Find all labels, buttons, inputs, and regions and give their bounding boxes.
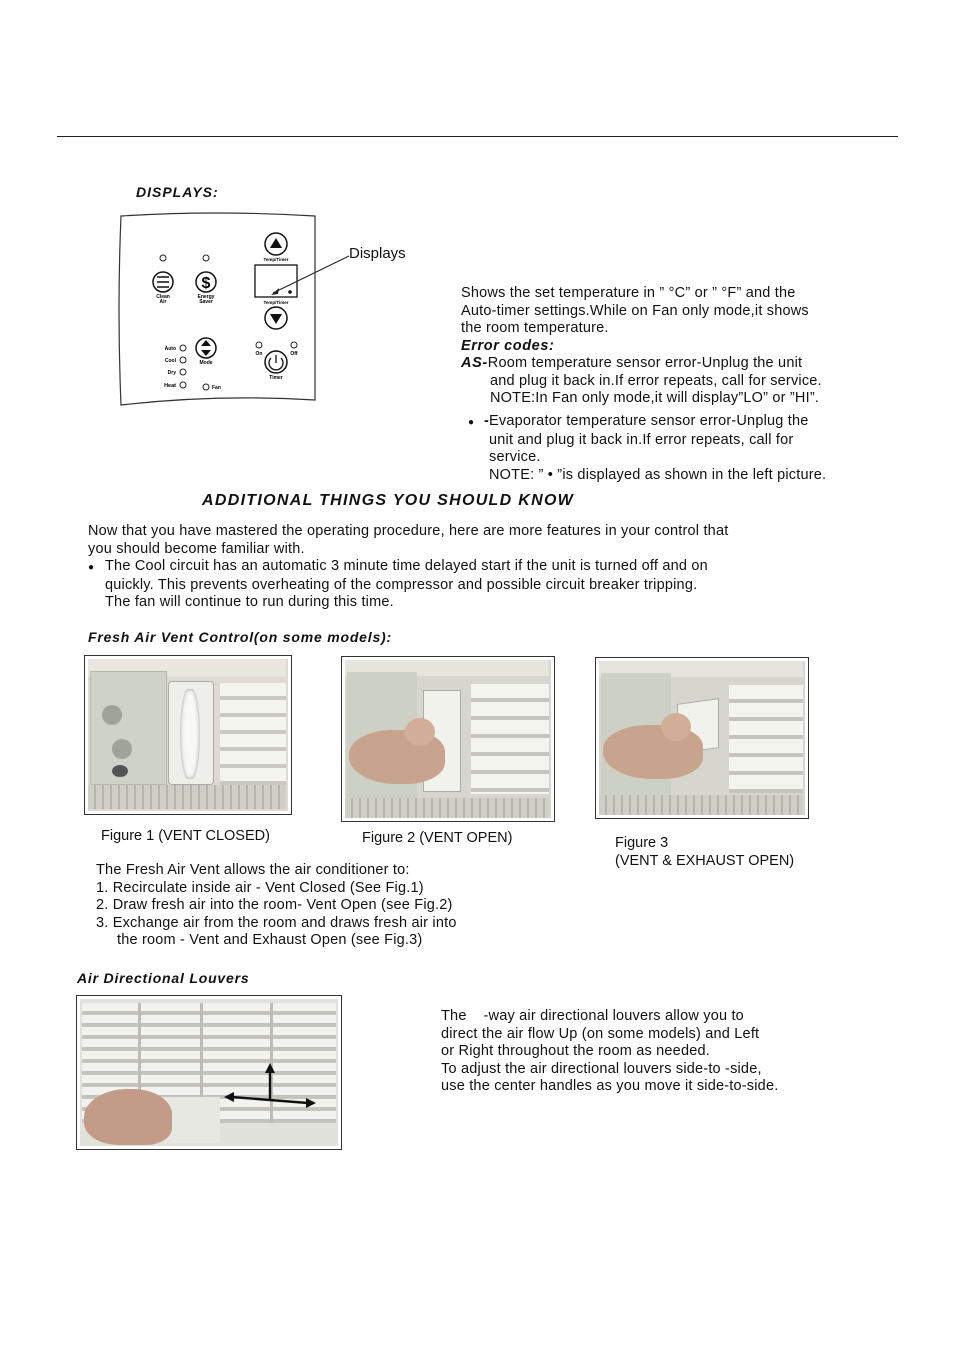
temp-up-button[interactable] bbox=[265, 233, 287, 255]
louvers-line: or Right throughout the room as needed. bbox=[441, 1043, 710, 1059]
as-error-line: Room temperature sensor error-Unplug the unit bbox=[487, 355, 803, 371]
dot-error-line: NOTE: ” • ”is displayed as shown in the left picture. bbox=[489, 466, 827, 483]
fresh-air-intro: The Fresh Air Vent allows the air conditioner to: bbox=[96, 862, 410, 878]
additional-body bbox=[88, 523, 728, 612]
timer-button[interactable] bbox=[265, 351, 287, 373]
as-error-line: NOTE:In Fan only mode,it will display”LO” or ”HI”. bbox=[490, 390, 820, 406]
error-codes-heading: Error codes: bbox=[461, 337, 555, 354]
mode-indicator-cool: Cool bbox=[164, 358, 176, 364]
dot-error-line: service. bbox=[489, 449, 541, 465]
temp-down-button[interactable] bbox=[265, 307, 287, 329]
temp-timer-up-label: Temp/Timer bbox=[263, 257, 289, 262]
energy-saver-button[interactable] bbox=[196, 272, 216, 292]
mode-button[interactable] bbox=[196, 338, 216, 358]
bullet-line: The fan will continue to run during this time. bbox=[105, 594, 394, 610]
louvers-heading: Air Directional Louvers bbox=[77, 970, 250, 986]
figure-3-caption-line: Figure 3 bbox=[615, 835, 669, 851]
bullet-line: quickly. This prevents overheating of the compressor and possible circuit breaker tripping. bbox=[105, 576, 698, 593]
additional-heading: ADDITIONAL THINGS YOU SHOULD KNOW bbox=[202, 492, 575, 509]
figure-2-caption: Figure 2 (VENT OPEN) bbox=[362, 830, 513, 846]
figure-2-photo bbox=[341, 656, 555, 822]
clean-air-label-2: Air bbox=[159, 299, 167, 305]
louvers-line: direct the air flow Up (on some models) and Left bbox=[441, 1025, 760, 1042]
fresh-air-list-item: 1. Recirculate inside air - Vent Closed (See Fig.1) bbox=[96, 879, 424, 896]
bullet-line: The Cool circuit has an automatic 3 minute time delayed start if the unit is turned off and on bbox=[105, 558, 708, 574]
intro-line: you should become familiar with. bbox=[88, 540, 305, 557]
dot-error-line: unit and plug it back in.If error repeats, call for bbox=[489, 431, 794, 448]
figure-3-caption bbox=[615, 835, 794, 870]
louvers-description bbox=[441, 1008, 778, 1096]
dot-error-line: Evaporator temperature sensor error-Unplug the bbox=[489, 413, 809, 429]
control-panel-diagram bbox=[107, 210, 317, 410]
louvers-line: use the center handles as you move it side-to-side. bbox=[441, 1078, 779, 1094]
mode-indicator-heat: Heat bbox=[164, 383, 176, 389]
control-panel-svg bbox=[107, 210, 317, 410]
timer-label: Timer bbox=[269, 375, 283, 381]
louvers-line: The -way air directional louvers allow you to bbox=[441, 1008, 744, 1024]
temp-timer-down-label: Temp/Timer bbox=[263, 300, 289, 305]
dot-error-bullet: ● bbox=[468, 417, 475, 428]
mode-label: Mode bbox=[199, 360, 213, 366]
direction-arrows-icon bbox=[220, 1061, 320, 1111]
displays-heading: DISPLAYS: bbox=[136, 184, 219, 200]
as-error-line: and plug it back in.If error repeats, call for service. bbox=[490, 372, 822, 389]
fresh-air-list-continuation: the room - Vent and Exhaust Open (see Fig.3) bbox=[117, 932, 423, 948]
bullet-dot: ● bbox=[88, 562, 95, 573]
figure-1-caption: Figure 1 (VENT CLOSED) bbox=[101, 828, 270, 844]
figure-3-caption-line: (VENT & EXHAUST OPEN) bbox=[615, 852, 795, 869]
intro-line: Now that you have mastered the operating procedure, here are more features in your control that bbox=[88, 523, 729, 539]
callout-leader-line bbox=[270, 255, 350, 300]
off-label: Off bbox=[290, 351, 298, 357]
displays-callout-label: Displays bbox=[349, 245, 406, 262]
on-label: On bbox=[255, 351, 263, 357]
displays-description bbox=[461, 285, 822, 408]
dot-error-entry bbox=[468, 413, 826, 484]
figure-1-photo bbox=[84, 655, 292, 815]
louvers-line: To adjust the air directional louvers side-to -side, bbox=[441, 1060, 762, 1077]
clean-air-label-1: Clean bbox=[156, 294, 170, 300]
dot-error-code: - bbox=[484, 413, 490, 429]
header-rule bbox=[57, 136, 898, 137]
mode-indicator-dry: Dry bbox=[167, 370, 176, 376]
clean-air-button[interactable] bbox=[153, 272, 173, 292]
description-line: the room temperature. bbox=[461, 320, 609, 336]
fresh-air-list-item: 3. Exchange air from the room and draws fresh air into bbox=[96, 914, 457, 931]
as-error-code: AS- bbox=[461, 355, 488, 371]
dollar-icon: $ bbox=[201, 275, 211, 292]
fan-indicator: Fan bbox=[212, 385, 221, 391]
fresh-air-heading: Fresh Air Vent Control(on some models): bbox=[88, 629, 392, 645]
description-line: Shows the set temperature in ” °C” or ” °F” and the bbox=[461, 285, 796, 301]
mode-indicator-auto: Auto bbox=[164, 346, 176, 352]
energy-saver-label-2: Saver bbox=[199, 299, 213, 305]
energy-saver-label-1: Energy bbox=[197, 294, 215, 300]
description-line: Auto-timer settings.While on Fan only mode,it shows bbox=[461, 302, 809, 319]
fresh-air-explanation bbox=[96, 862, 457, 950]
louvers-photo bbox=[76, 995, 342, 1150]
fresh-air-list-item: 2. Draw fresh air into the room- Vent Open (see Fig.2) bbox=[96, 897, 453, 913]
figure-3-photo bbox=[595, 657, 809, 819]
